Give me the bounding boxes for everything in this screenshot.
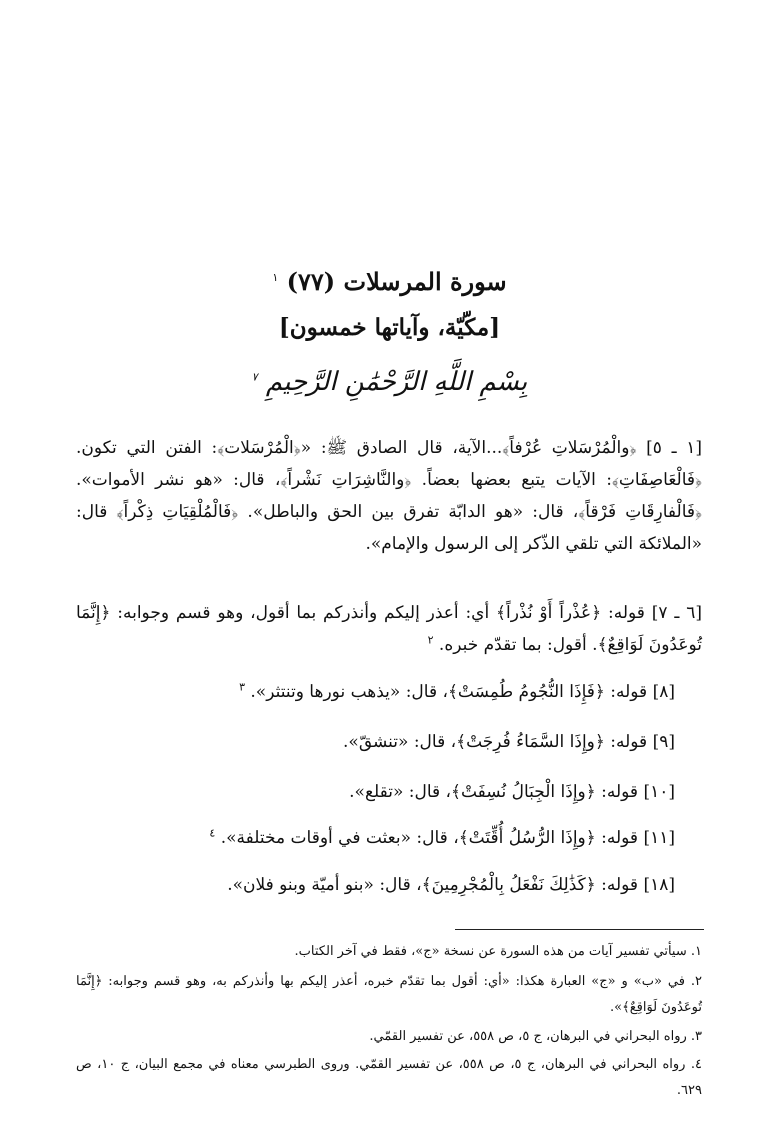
verse-line-18 [115, 870, 675, 900]
paragraph-text: [٦ ـ ٧] قوله: ﴿عُذْراً أَوْ نُذْراً﴾ أي: أعذر إليكم وأنذركم بما أقول، وهو قسم وجوابه: ﴿إِنَّمَا تُوعَدُونَ لَوَاقِعٌ﴾. أقول: بما تقدّم خبره. [76, 603, 702, 655]
verse-text: [٩] قوله: ﴿وإِذَا السَّمَاءُ فُرِجَتْ﴾، قال: «تنشقّ». [343, 732, 675, 752]
verse-line-11 [115, 823, 675, 853]
verse-line-9 [115, 727, 675, 757]
footnote-2: ٢. في «ب» و «ج» العبارة هكذا: «أي: أقول بما تقدّم خبره، أعذر إليكم بها وأنذركم به، وهو قسم وجوابه: ﴿إِنَّمَا تُوعَدُونَ لَوَاقِعٌ﴾». [76, 974, 702, 1015]
verse-line-8 [115, 677, 675, 707]
verse-line-10 [115, 777, 675, 807]
footnote-marker: ١ [272, 271, 279, 284]
sura-title-text: سورة المرسلات (٧٧) [286, 267, 507, 296]
basmala-marker: ٧ [251, 370, 258, 384]
sura-title [0, 266, 779, 298]
basmala [0, 362, 779, 402]
verse-text: [١٠] قوله: ﴿وإِذَا الْجِبَالُ نُسِفَتْ﴾، قال: «تقلع». [349, 782, 675, 802]
verse-text: [١٨] قوله: ﴿كَذَٰلِكَ نَفْعَلُ بِالْمُجْرِمِينَ﴾، قال: «بنو أميّة وبنو فلان». [227, 875, 675, 895]
sura-subtitle: [مكّيّة، وآياتها خمسون] [278, 314, 501, 341]
basmala-text: بِسْمِ اللَّهِ الرَّحْمَٰنِ الرَّحِيمِ [265, 367, 528, 397]
footnote-marker: ٣ [239, 680, 245, 694]
footnote-3: ٣. رواه البحراني في البرهان، ج ٥، ص ٥٥٨، عن تفسير القمّي. [369, 1029, 702, 1044]
footnote-1: ١. سيأتي تفسير آيات من هذه السورة عن نسخة «ج»، فقط في آخر الكتاب. [294, 944, 702, 959]
footnote-marker: ٤ [209, 826, 216, 840]
footnote-4: ٤. رواه البحراني في البرهان، ج ٥، ص ٥٥٨، عن تفسير القمّي. وروى الطبرسي معناه في مجمع البيان، ج ١٠، ص ٦٢٩. [76, 1057, 702, 1098]
footnote-separator [455, 929, 704, 930]
paragraph-verses-6-7 [76, 597, 702, 661]
paragraph-verses-1-5: [١ ـ ٥] ﴿والْمُرْسَلاتِ عُرْفاً﴾...الآية، قال الصادق ﷺ: «﴿الْمُرْسَلات﴾: الفتن التي تكون. ﴿فَالْعَاصِفَاتِ﴾: الآيات يتبع بعضها بعضاً. ﴿والنَّاشِرَاتِ نَشْراً﴾، قال: «هو نشر الأموات». ﴿فَالْفارِقَاتِ فَرْقاً﴾، قال: «هو الدابّة تفرق بين الحق والباطل». ﴿فَالْمُلْقِيَاتِ ذِكْراً﴾ قال: «الملائكة التي تلقي الذّكر إلى الرسول والإمام». [76, 438, 702, 554]
footnote-marker: ٢ [427, 633, 434, 647]
verse-text: [٨] قوله: ﴿فَإِذَا النُّجُومُ طُمِسَتْ﴾، قال: «يذهب نورها وتنتثر». [250, 682, 675, 702]
verse-text: [١١] قوله: ﴿وإِذَا الرُّسُلُ أُقِّتَتْ﴾، قال: «بعثت في أوقات مختلفة». [220, 828, 675, 848]
